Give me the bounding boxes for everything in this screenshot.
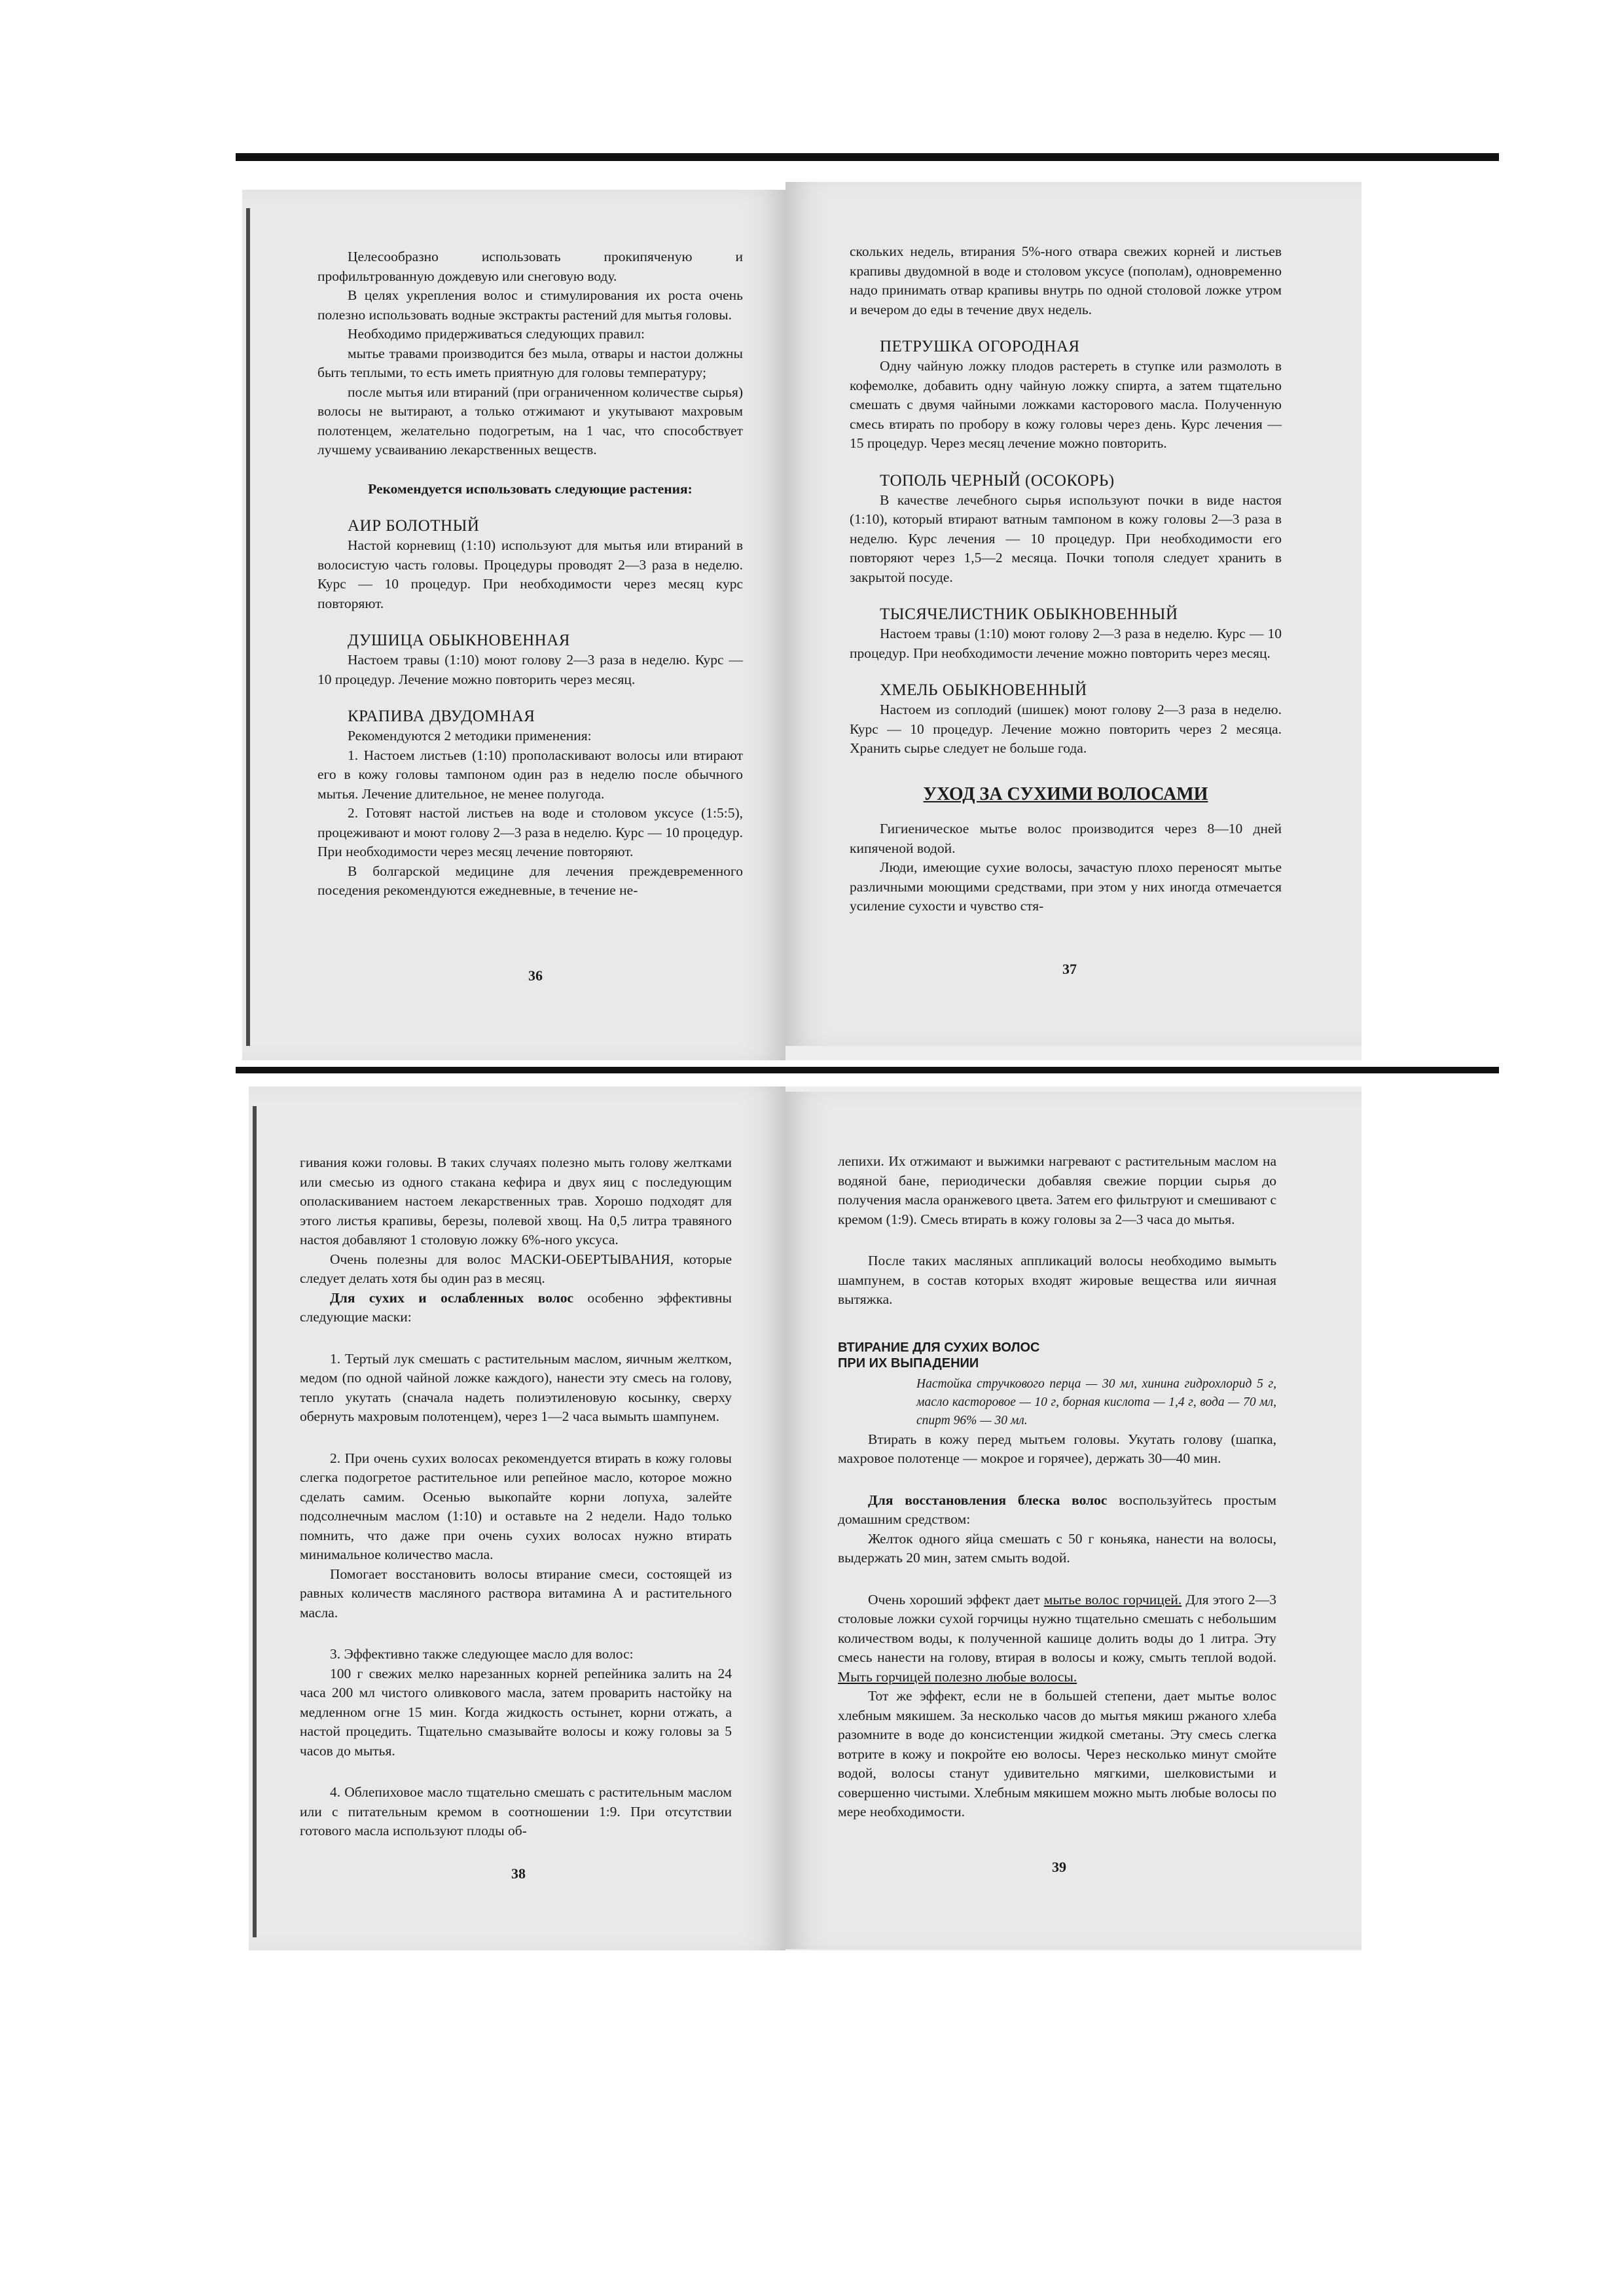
- paragraph: гивания кожи головы. В таких случаях полезно мыть голову желтками или смесью из одного стакана кефира и двух яиц с последующим ополаскиванием настоем лекарственных трав. Хорошо подходят для этого листья крапивы, березы, полевой хвощ. На 0,5 литра травяного настоя добавляют 1 столовую ложку 6%-ного уксуса.: [300, 1155, 732, 1247]
- section-subheading: Рекомендуется использовать следующие растения:: [368, 480, 693, 497]
- plant-heading: ДУШИЦА ОБЫКНОВЕННАЯ: [348, 632, 570, 649]
- plant-heading: ХМЕЛЬ ОБЫКНОВЕННЫЙ: [880, 681, 1087, 699]
- paragraph: Одну чайную ложку плодов растереть в ступке или размолоть в кофемолке, добавить одну чайную ложку спирта, а затем тщательно смешать с двумя чайными ложками касторового масла. Полученную смесь втирать по пробору в кожу головы через день. Курс лечения — 15 процедур. Через месяц лечение можно повторить.: [850, 358, 1282, 451]
- paragraph: В целях укрепления волос и стимулирования их роста очень полезно использовать водные экстракты растений для мытья головы.: [317, 287, 743, 323]
- paragraph: Тот же эффект, если не в большей степени, дает мытье волос хлебным мякишем. За несколько часов до мытья мякиш ржаного хлеба разомните в воде до консистенции жидкой сметаны. Эту смесь слегка вотрите в кожу и покройте ею волосы. Через несколько минут смойте водой, волосы станут удивительно мягкими, шелковистыми и совершенно чистыми. Хлебным мякишем можно мыть любые волосы по мере необходимости.: [838, 1688, 1276, 1820]
- paragraph: 2. Готовят настой листьев на воде и столовом уксусе (1:5:5), процеживают и моют голову 2—3 раза в неделю. Курс — 10 процедур. При необходимости через месяц лечение повторяют.: [317, 805, 743, 859]
- scan-middle-border: [236, 1067, 1499, 1073]
- plant-heading: АИР БОЛОТНЫЙ: [348, 517, 480, 535]
- paragraph: Настоем травы (1:10) моют голову 2—3 раза в неделю. Курс — 10 процедур. Лечение можно повторить через месяц.: [317, 652, 743, 687]
- paragraph: 100 г свежих мелко нарезанных корней репейника залить на 24 часа 200 мл чистого оливкового масла, затем проварить настойку на медленном огне 15 мин. Когда жидкость остынет, корни отжать, а настой процедить. Тщательно смазывайте волосы и кожу головы за 5 часов до мытья.: [300, 1665, 732, 1759]
- text: Для этого 2—3 столовые ложки сухой горчицы нужно тщательно смешать с небольшим количеством воды, к полученной кашице долить воды до 1 литра. Эту смесь нанести на голову, втирая в волосы и кожу, смыть теплой водой.: [838, 1591, 1276, 1665]
- paragraph: Втирать в кожу перед мытьем головы. Укутать голову (шапка, махровое полотенце — мокрое и горячее), держать 30—40 мин.: [838, 1431, 1276, 1466]
- bold-lead: Для сухих и ослабленных волос: [330, 1289, 574, 1306]
- scan-top-border: [236, 153, 1499, 161]
- page-37-text: [850, 242, 1282, 916]
- plant-heading: ТОПОЛЬ ЧЕРНЫЙ (ОСОКОРЬ): [880, 471, 1115, 490]
- paragraph: Необходимо придерживаться следующих правил:: [348, 326, 645, 342]
- paragraph: лепихи. Их отжимают и выжимки нагревают с растительным маслом на водяной бане, периодически добавляя свежие порции сырья до получения масла оранжевого цвета. Затем его фильтруют и смешивают с кремом (1:9). Смесь втирать в кожу головы за 2—3 часа до мытья.: [838, 1153, 1276, 1227]
- recipe-ingredients: Настойка стручкового перца — 30 мл, хинина гидрохлорид 5 г, масло касторовое — 10 г, борная кислота — 1,4 г, вода — 70 мл, спирт 96% — 30 мл.: [916, 1376, 1276, 1427]
- page-39-text: [838, 1152, 1276, 1822]
- paragraph: Очень полезны для волос МАСКИ-ОБЕРТЫВАНИЯ, которые следует делать хотя бы один раз в месяц.: [300, 1251, 732, 1286]
- paragraph: Настоем травы (1:10) моют голову 2—3 раза в неделю. Курс — 10 процедур. При необходимости лечение можно повторить через месяц.: [850, 626, 1282, 661]
- text: особенно эффективны следующие маски:: [300, 1289, 732, 1325]
- bold-lead: Для восстановления блеска волос: [868, 1492, 1108, 1508]
- paragraph: Желток одного яйца смешать с 50 г коньяка, нанести на волосы, выдержать 20 мин, затем смыть водой.: [838, 1530, 1276, 1566]
- paragraph: скольких недель, втирания 5%-ного отвара свежих корней и листьев крапивы двудомной в воде и столовом уксусе (пополам), одновременно надо принимать отвар крапивы внутрь по одной столовой ложке утром и вечером до еды в течение двух недель.: [850, 243, 1282, 317]
- recipe-heading-line-1: ВТИРАНИЕ ДЛЯ СУХИХ ВОЛОС: [838, 1340, 1040, 1355]
- paragraph: после мытья или втираний (при ограниченном количестве сырья) волосы не вытирают, а только отжимают и укутывают махровым полотенцем, желательно подогретым, на 1 час, что способствует лучшему усваиванию лекарственных веществ.: [317, 384, 743, 457]
- paragraph: 1. Тертый лук смешать с растительным маслом, яичным желтком, медом (по одной чайной ложке каждого), нанести эту смесь на голову, тепло укутать (сначала надеть полиэтиленовую косынку, сверху обернуть махровым полотенцем), через 1—2 часа вымыть шампунем.: [300, 1350, 732, 1424]
- text: воспользуйтесь простым домашним средством:: [838, 1492, 1276, 1527]
- paragraph: Настоем из соплодий (шишек) моют голову 2—3 раза в неделю. Курс — 10 процедур. Лечение можно повторить через 2 месяца. Хранить сырье следует не больше года.: [850, 702, 1282, 756]
- recipe-heading: [838, 1340, 1276, 1371]
- page-edge-left-bottom: [253, 1106, 257, 1937]
- paragraph: Рекомендуются 2 методики применения:: [348, 728, 592, 744]
- recipe-heading-line-2: ПРИ ИХ ВЫПАДЕНИИ: [838, 1355, 979, 1371]
- paragraph: мытье травами производится без мыла, отвары и настои должны быть теплыми, то есть иметь приятную для головы температуру;: [317, 345, 743, 380]
- page-edge-left-top: [246, 208, 250, 1046]
- plant-heading: ТЫСЯЧЕЛИСТНИК ОБЫКНОВЕННЫЙ: [880, 605, 1178, 623]
- paragraph: [838, 1491, 1276, 1530]
- underlined-text: мытье волос горчицей.: [1043, 1591, 1182, 1607]
- paragraph: В болгарской медицине для лечения преждевременного поседения рекомендуются ежедневные, в течение не-: [317, 863, 743, 898]
- paragraph: После таких масляных аппликаций волосы необходимо вымыть шампунем, в состав которых входят жировые вещества или яичная вытяжка.: [838, 1253, 1276, 1307]
- page-number: 37: [1062, 961, 1077, 977]
- paragraph: Помогает восстановить волосы втирание смеси, состоящей из равных количеств масляного раствора витамина А и растительного масла.: [300, 1566, 732, 1621]
- paragraph: Люди, имеющие сухие волосы, зачастую плохо переносят мытье различными моющими средствами, при этом у них иногда отмечается усиление сухости и чувство стя-: [850, 859, 1282, 914]
- paragraph: [838, 1590, 1276, 1687]
- paragraph: Настой корневищ (1:10) используют для мытья или втираний в волосистую часть головы. Процедуры проводят 2—3 раза в неделю. Курс — 10 процедур. При необходимости через месяц курс повторяют.: [317, 537, 743, 611]
- paragraph: 1. Настоем листьев (1:10) прополаскивают волосы или втирают его в кожу головы тампоном один раз в неделю после обычного мытья. Лечение длительное, не менее полугода.: [317, 747, 743, 802]
- page-38-text: [300, 1153, 732, 1841]
- paragraph: 4. Облепиховое масло тщательно смешать с растительным маслом или с питательным кремом в соотношении 1:9. При отсутствии готового масла используют плоды об-: [300, 1784, 732, 1839]
- plant-heading: ПЕТРУШКА ОГОРОДНАЯ: [880, 338, 1080, 355]
- text: Очень хороший эффект дает: [868, 1591, 1044, 1607]
- page-number: 38: [511, 1865, 526, 1882]
- paragraph: 2. При очень сухих волосах рекомендуется втирать в кожу головы слегка подогретое растительное или репейное масло, которое можно сделать самим. Осенью выкопайте корни лопуха, залейте подсолнечным маслом (1:10) и оставьте на 2 недели. Надо только помнить, что даже при очень сухих волосах нужно втирать минимальное количество масла.: [300, 1450, 732, 1562]
- plant-heading: КРАПИВА ДВУДОМНАЯ: [348, 708, 535, 725]
- page-36-text: [317, 247, 743, 901]
- paragraph: Гигиеническое мытье волос производится через 8—10 дней кипяченой водой.: [850, 821, 1282, 856]
- page-number: 36: [528, 967, 543, 984]
- section-title: УХОД ЗА СУХИМИ ВОЛОСАМИ: [923, 783, 1208, 804]
- paragraph: Целесообразно использовать прокипяченую и профильтрованную дождевую или снеговую воду.: [317, 249, 743, 284]
- paragraph: [300, 1289, 732, 1327]
- paragraph: В качестве лечебного сырья используют почки в виде настоя (1:10), который втирают ватным тампоном в кожу головы 2—3 раза в неделю. Курс лечения — 10 процедур. При необходимости его повторяют через 1,5—2 месяца. Почки тополя следует хранить в закрытой посуде.: [850, 492, 1282, 585]
- underlined-text: Мыть горчицей полезно любые волосы.: [838, 1668, 1077, 1685]
- paragraph: 3. Эффективно также следующее масло для волос:: [330, 1646, 634, 1662]
- page-number: 39: [1052, 1859, 1066, 1875]
